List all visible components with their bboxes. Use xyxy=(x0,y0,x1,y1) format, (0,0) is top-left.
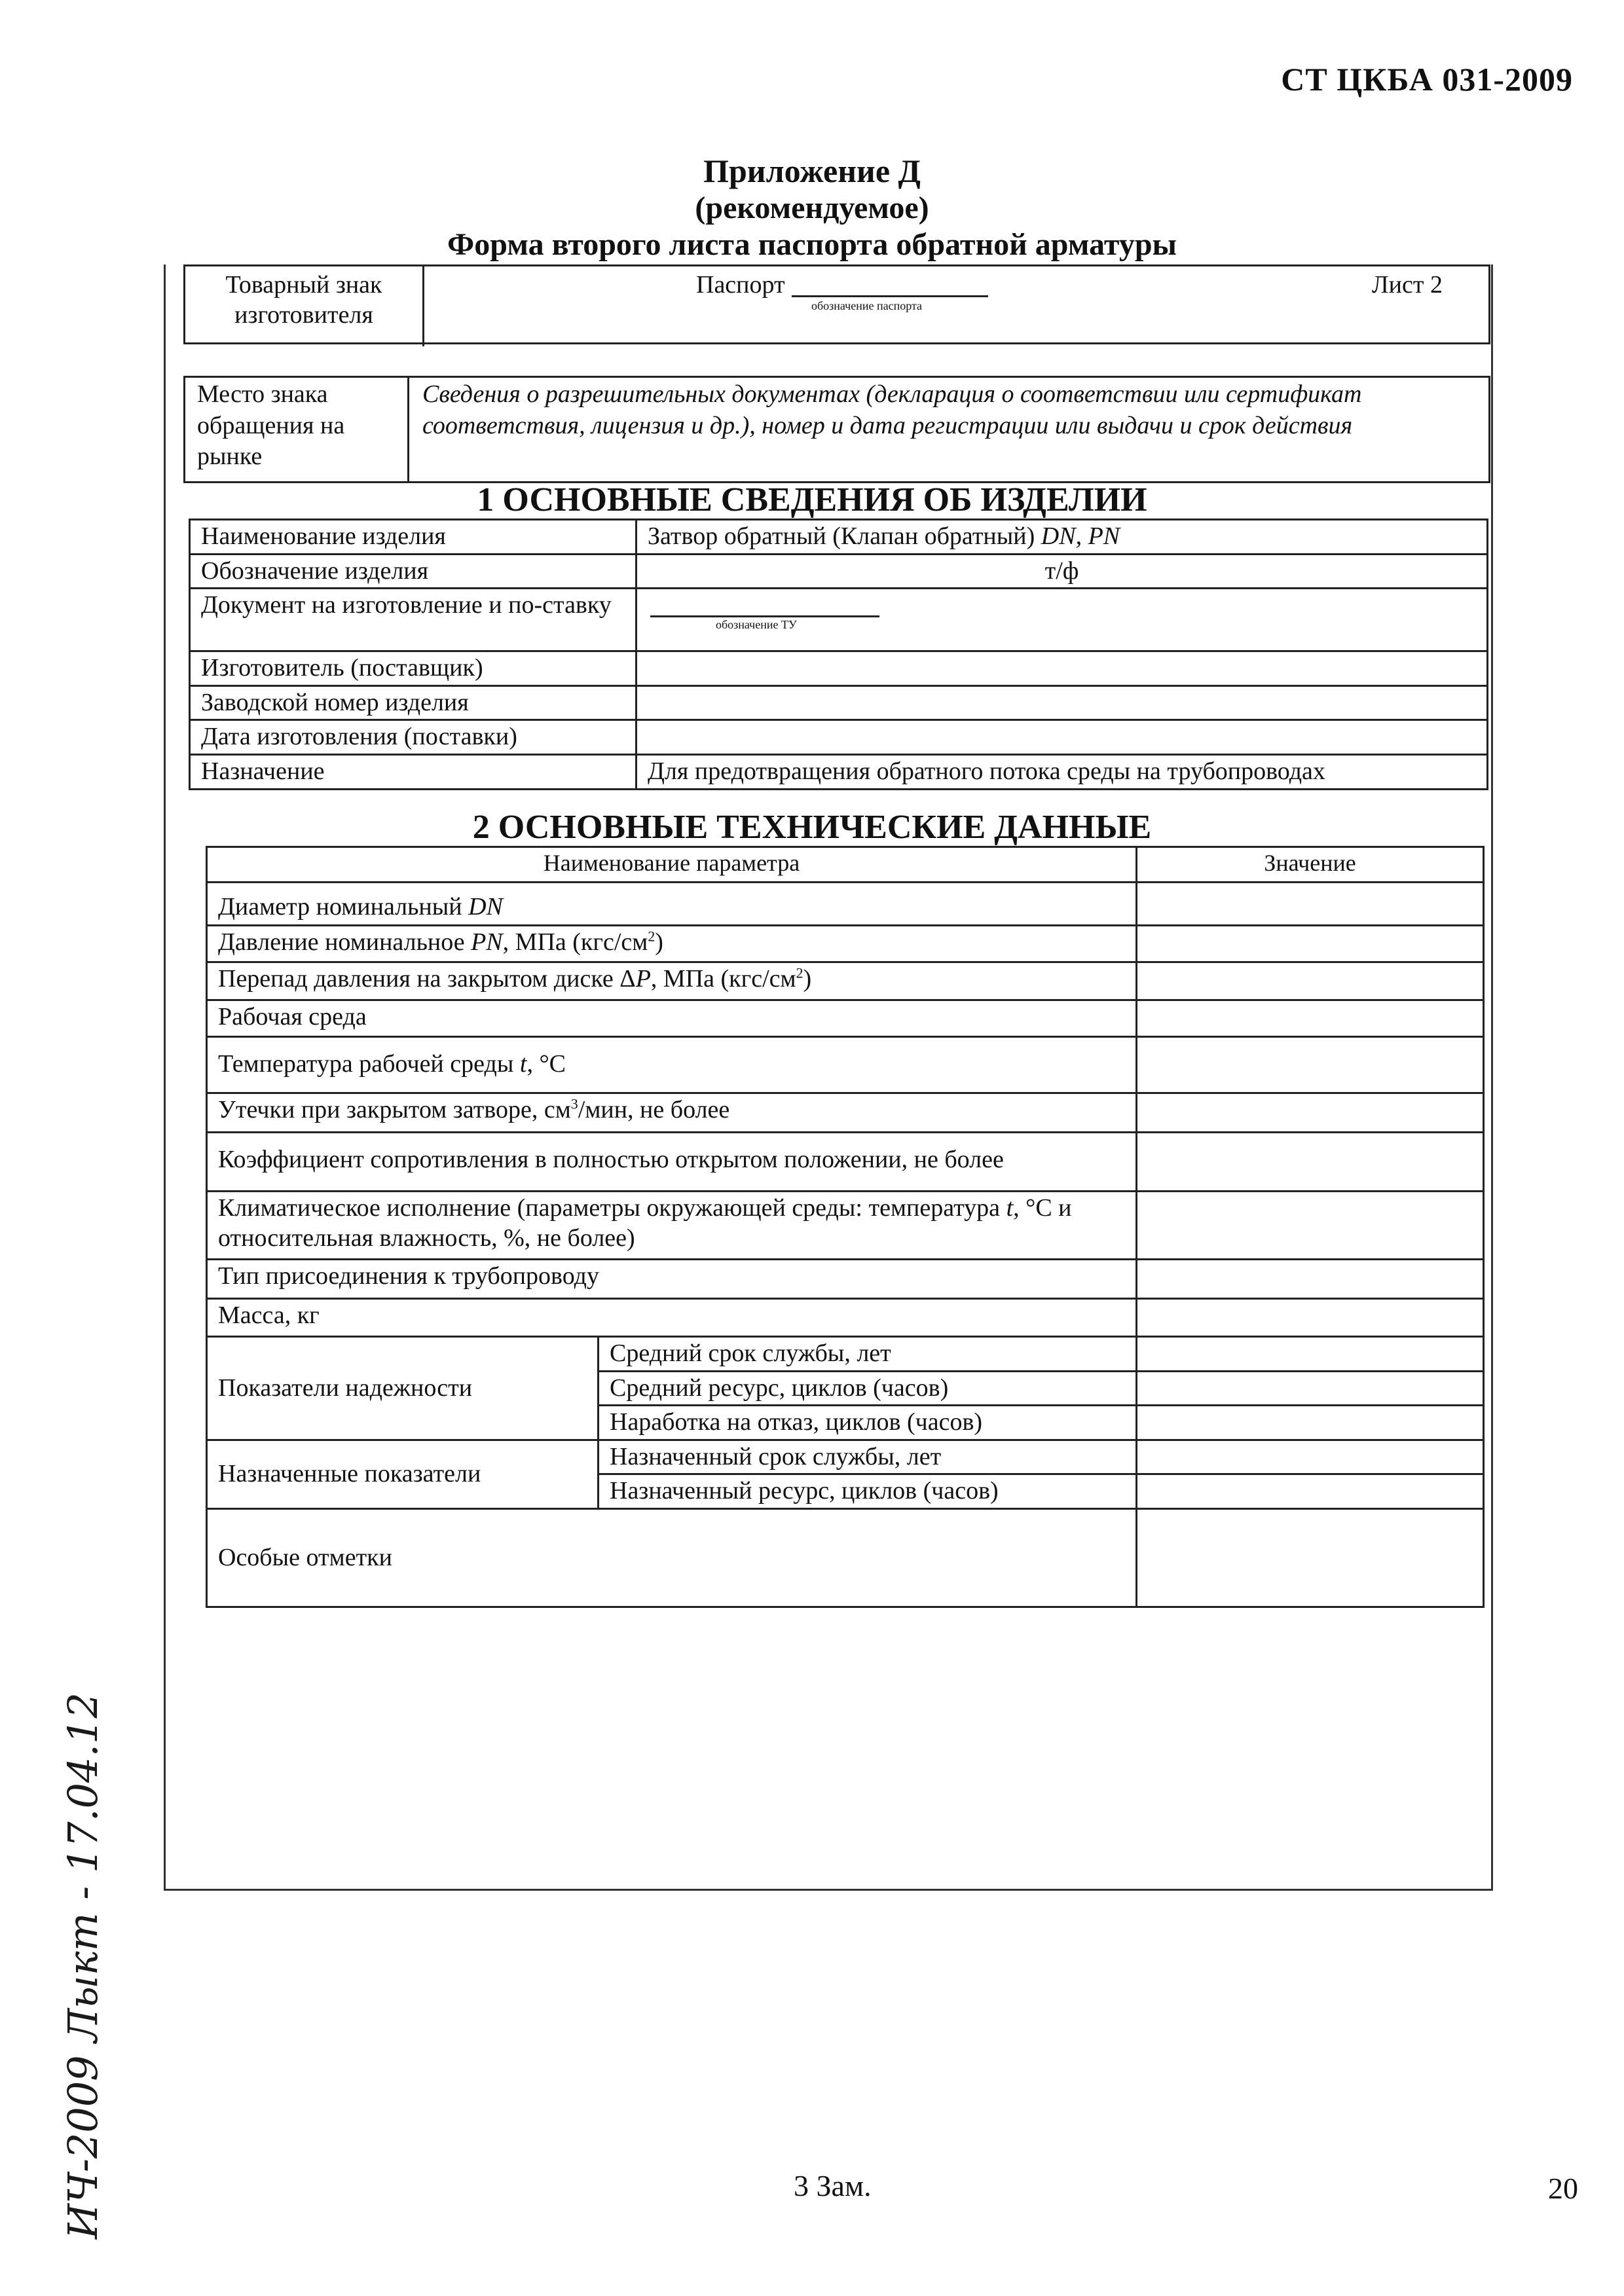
reliability-item: Средний срок службы, лет xyxy=(599,1337,1137,1372)
assigned-item: Назначенный срок службы, лет xyxy=(599,1440,1137,1474)
row-value xyxy=(637,720,1488,755)
param-name: Перепад давления на закрытом диске ΔP, МПа $(кгс/см^2)$ xyxy=(207,962,1137,1000)
section1-title: 1 ОСНОВНЫЕ СВЕДЕНИЯ ОБ ИЗДЕЛИИ xyxy=(477,481,1147,519)
special-notes-label: Особые отметки xyxy=(207,1508,1137,1607)
param-value xyxy=(1137,1440,1484,1474)
table-row xyxy=(207,1260,1484,1299)
permits-info: Сведения о разрешительных документах (декларация о соответствии или сертификат соответствия, лицензия и др.), номер и дата регистрации или выдачи и срок действия xyxy=(422,380,1362,439)
spec-caption: обозначение ТУ xyxy=(716,618,797,632)
column-header-value: Значение xyxy=(1137,847,1484,883)
section2-title: 2 ОСНОВНЫЕ ТЕХНИЧЕСКИЕ ДАННЫЕ xyxy=(472,809,1152,846)
row-value: т/ф xyxy=(637,554,1488,589)
row-label: Документ на изготовление и по-ставку xyxy=(190,589,637,651)
table-row xyxy=(207,926,1484,962)
form-title: Форма второго листа паспорта обратной арматуры xyxy=(447,227,1177,262)
table-row xyxy=(207,1337,1484,1372)
table-row xyxy=(190,554,1488,589)
table-row xyxy=(207,883,1484,926)
tech-data-table xyxy=(206,846,1485,1608)
change-note: 3 Зам. xyxy=(794,2169,872,2202)
passport-designation-caption: обозначение паспорта xyxy=(811,299,923,312)
appendix-recommended: (рекомендуемое) xyxy=(695,191,929,225)
product-name-text: Затвор обратный (Клапан обратный) DN, PN xyxy=(648,522,1120,550)
param-name: Диаметр номинальный DN xyxy=(207,883,1137,926)
row-label: Заводской номер изделия xyxy=(190,685,637,720)
product-info-table xyxy=(189,519,1488,790)
page-number: 20 xyxy=(1548,2172,1578,2205)
table-row xyxy=(190,720,1488,755)
table-row xyxy=(190,589,1488,651)
passport-label: Паспорт xyxy=(696,271,785,299)
param-value xyxy=(1137,1299,1484,1337)
trademark-cell xyxy=(185,266,424,346)
table-header-row xyxy=(207,847,1484,883)
standard-code: СТ ЦКБА 031-2009 xyxy=(1281,61,1573,98)
table-row xyxy=(207,1440,1484,1474)
table-row xyxy=(207,1093,1484,1133)
market-mark-box xyxy=(183,376,1490,483)
row-label: Обозначение изделия xyxy=(190,554,637,589)
param-name: Тип присоединения к трубопроводу xyxy=(207,1260,1137,1299)
row-label: Изготовитель (поставщик) xyxy=(190,651,637,686)
param-value xyxy=(1137,1474,1484,1509)
table-row xyxy=(190,754,1488,789)
table-row xyxy=(207,1192,1484,1260)
param-value xyxy=(1137,1260,1484,1299)
param-name: Температура рабочей среды t, °С xyxy=(207,1037,1137,1093)
passport-underline xyxy=(792,295,988,297)
column-header-param: Наименование параметра xyxy=(207,847,1137,883)
param-value xyxy=(1137,962,1484,1000)
market-mark-label: Место знака обращения на рынке xyxy=(185,378,409,481)
handwritten-note: ИЧ-2009 Лыкт - 17.04.12 xyxy=(59,1692,107,2239)
param-value xyxy=(1137,1371,1484,1406)
param-name: Давление номинальное PN, МПа $(кгс/см^2)$ xyxy=(207,926,1137,962)
table-row xyxy=(207,1508,1484,1607)
param-value xyxy=(1137,1093,1484,1133)
row-value xyxy=(637,651,1488,686)
row-label: Наименование изделия xyxy=(190,520,637,555)
table-row xyxy=(207,1299,1484,1337)
trademark-label: Товарный знак изготовителя xyxy=(225,271,382,329)
table-row xyxy=(207,962,1484,1000)
row-label: Назначение xyxy=(190,754,637,789)
row-label: Дата изготовления (поставки) xyxy=(190,720,637,755)
param-value xyxy=(1137,1192,1484,1260)
table-row xyxy=(190,651,1488,686)
param-value xyxy=(1137,1000,1484,1037)
param-name: Климатическое исполнение (параметры окружающей среды: температура t, °С и относительная влажность, %, не более) xyxy=(207,1192,1137,1260)
sheet-label: Лист 2 xyxy=(1371,271,1443,299)
special-notes-value xyxy=(1137,1508,1484,1607)
row-value xyxy=(637,685,1488,720)
row-value: Для предотвращения обратного потока среды на трубопроводах xyxy=(637,754,1488,789)
reliability-item: Средний ресурс, циклов (часов) xyxy=(599,1371,1137,1406)
param-value xyxy=(1137,1037,1484,1093)
param-name: Коэффициент сопротивления в полностью открытом положении, не более xyxy=(207,1133,1137,1192)
appendix-title: Приложение Д xyxy=(703,153,921,189)
param-value xyxy=(1137,1406,1484,1440)
product-name-value xyxy=(637,520,1488,555)
param-value xyxy=(1137,883,1484,926)
table-row xyxy=(207,1000,1484,1037)
spec-designation-cell xyxy=(637,589,1488,651)
assigned-label: Назначенные показатели xyxy=(207,1440,599,1508)
table-row xyxy=(190,520,1488,555)
table-row xyxy=(190,685,1488,720)
spec-underline xyxy=(650,615,879,617)
reliability-label: Показатели надежности xyxy=(207,1337,599,1440)
table-row xyxy=(207,1133,1484,1192)
param-name: Утечки при закрытом затворе, $см^3$/мин, не более xyxy=(207,1093,1137,1133)
passport-header-box xyxy=(183,264,1490,344)
assigned-item: Назначенный ресурс, циклов (часов) xyxy=(599,1474,1137,1509)
param-name: Рабочая среда xyxy=(207,1000,1137,1037)
param-value xyxy=(1137,1133,1484,1192)
param-value xyxy=(1137,926,1484,962)
param-value xyxy=(1137,1337,1484,1372)
table-row xyxy=(207,1037,1484,1093)
param-name: Масса, кг xyxy=(207,1299,1137,1337)
reliability-item: Наработка на отказ, циклов (часов) xyxy=(599,1406,1137,1440)
